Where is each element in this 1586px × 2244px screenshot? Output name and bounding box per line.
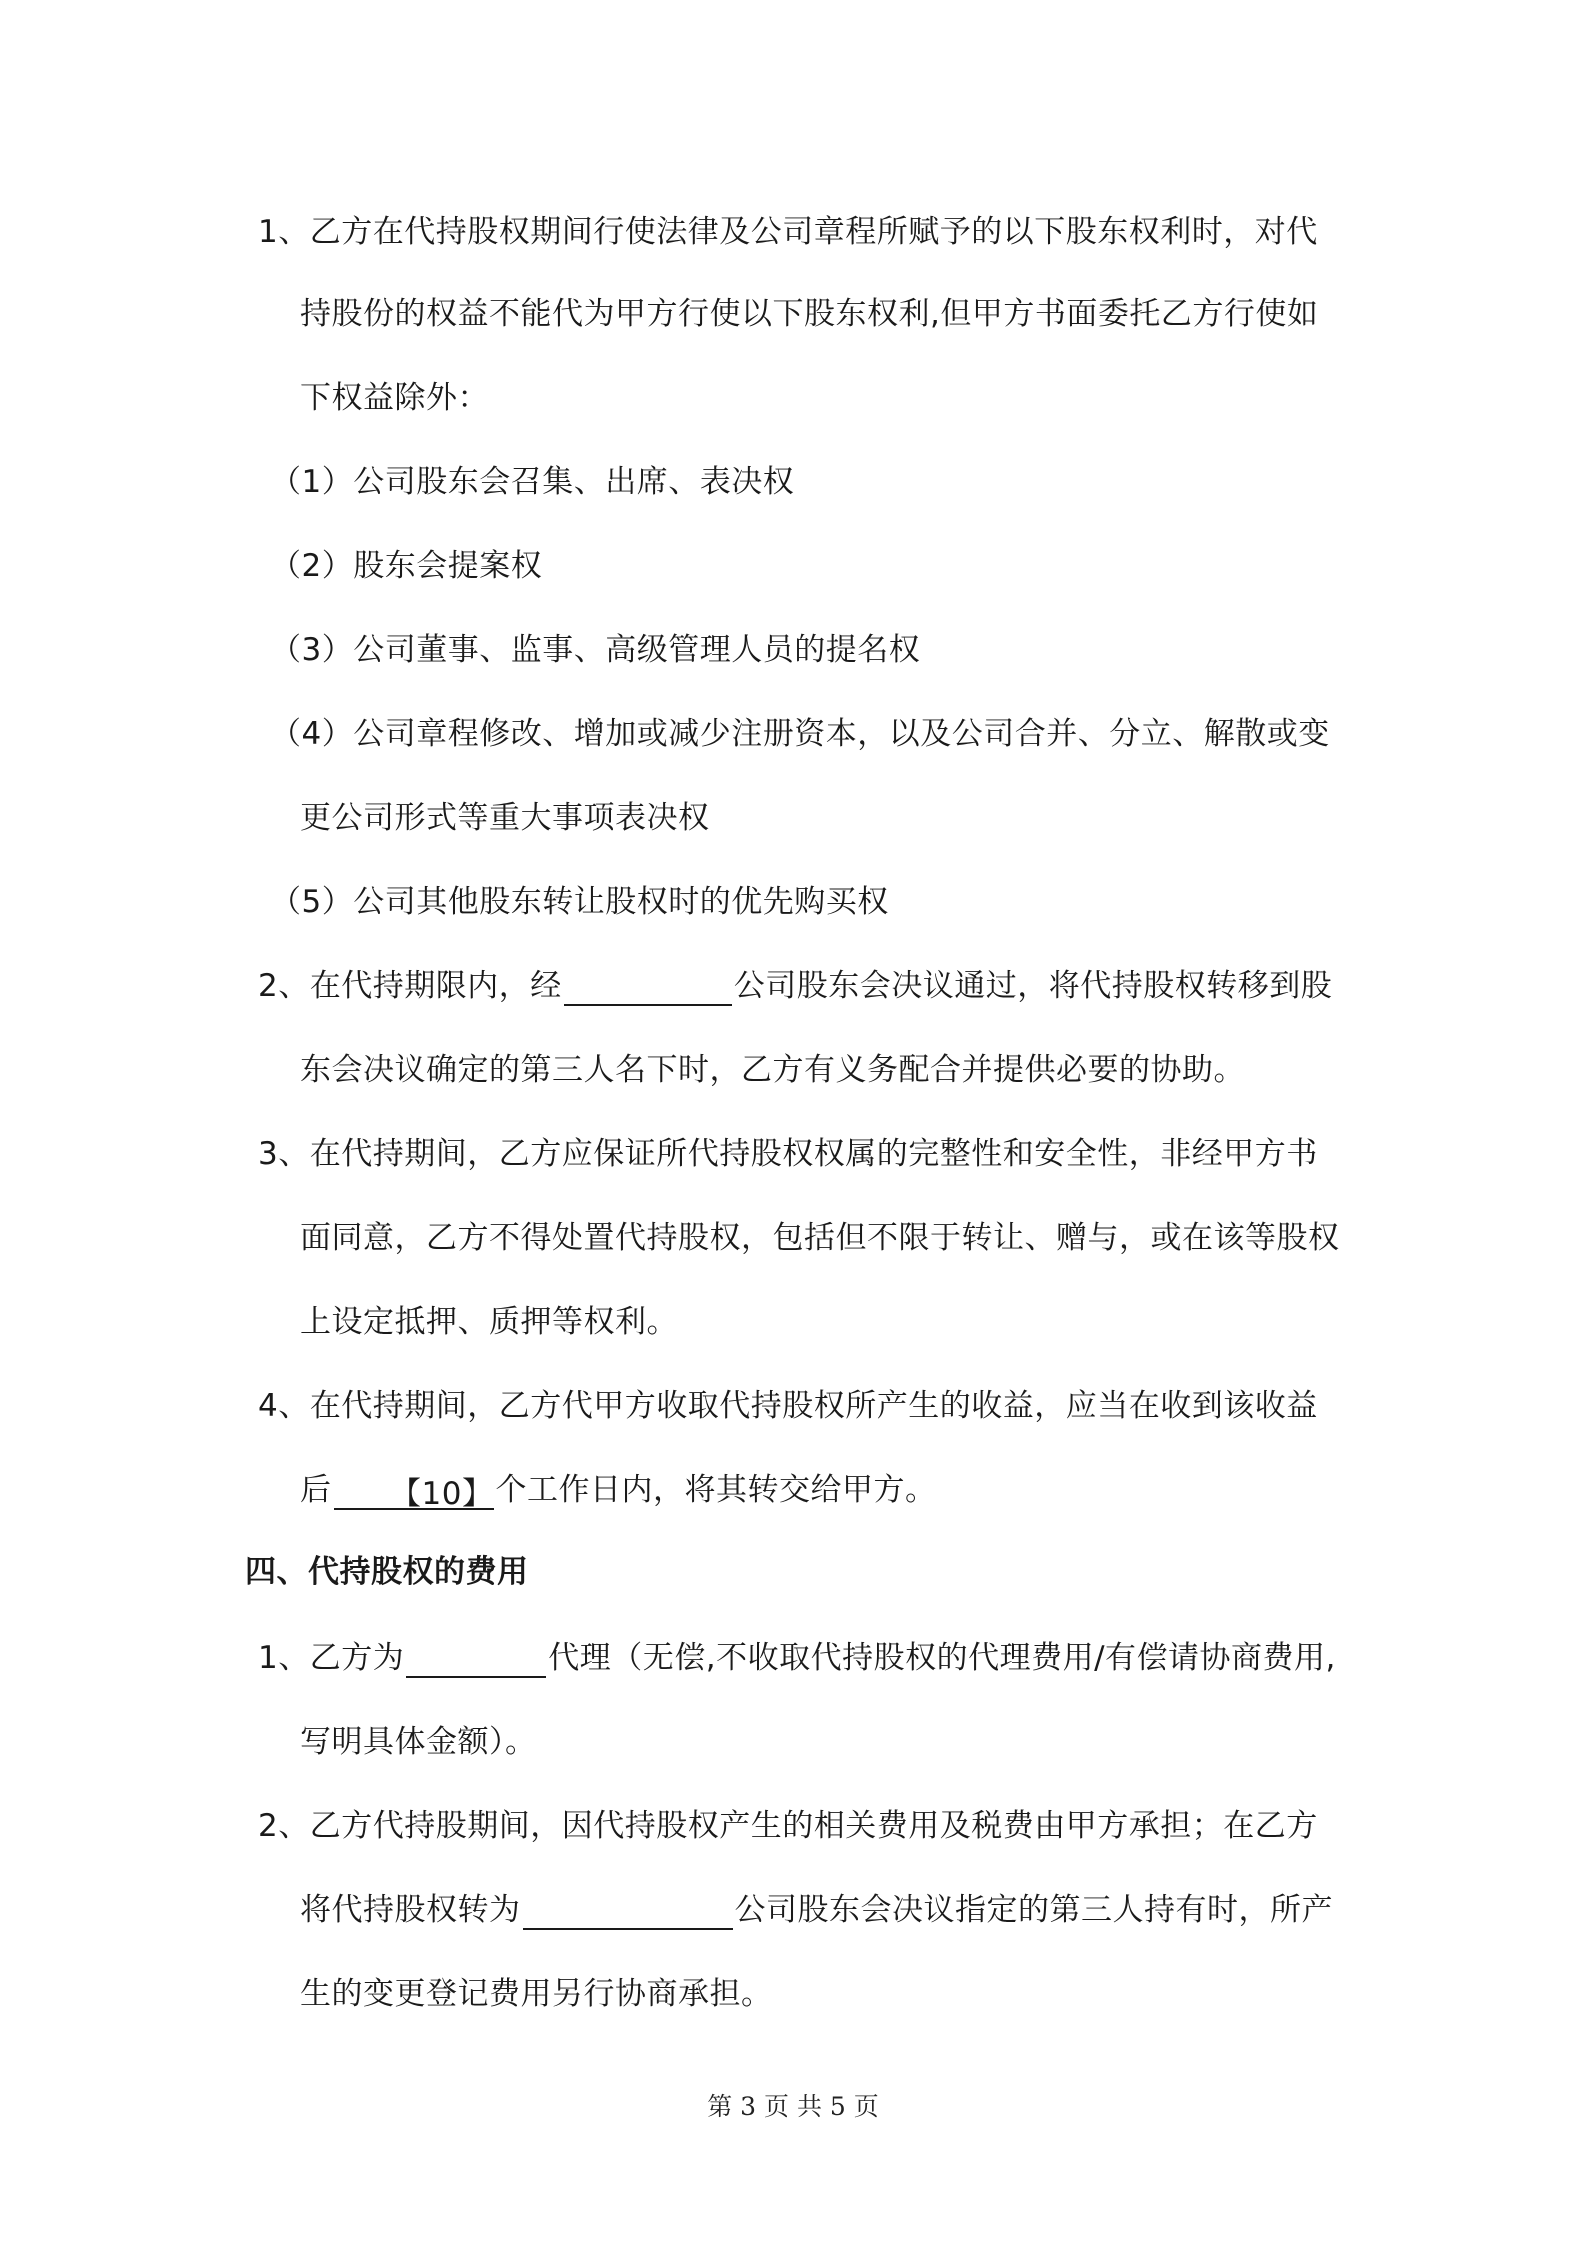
- sec4-para-2-line-1: 2、乙方代持股期间，因代持股权产生的相关费用及税费由甲方承担；在乙方: [258, 1808, 1318, 1844]
- para-2-text-after: 公司股东会决议通过，将代持股权转移到股: [733, 968, 1333, 1004]
- para-2-line-2: 东会决议确定的第三人名下时，乙方有义务配合并提供必要的协助。: [300, 1052, 1245, 1088]
- sec4-para-2-text-after: 公司股东会决议指定的第三人持有时，所产: [734, 1892, 1333, 1928]
- item-4-line-2: 更公司形式等重大事项表决权: [300, 800, 710, 836]
- para-4-text-after: 个工作日内，将其转交给甲方。: [495, 1472, 937, 1508]
- para-4-line-1: 4、在代持期间，乙方代甲方收取代持股权所产生的收益，应当在收到该收益: [258, 1388, 1318, 1424]
- sec4-para-1-line-1: [258, 1638, 1336, 1678]
- para-3-line-1: 3、在代持期间，乙方应保证所代持股权权属的完整性和安全性，非经甲方书: [258, 1136, 1318, 1172]
- page-number-footer: 第 3 页 共 5 页: [707, 2092, 879, 2121]
- para-1-line-3: 下权益除外：: [300, 380, 489, 416]
- sec4-para-2-line-2: [300, 1890, 1333, 1930]
- para-4-text-before: 后: [300, 1472, 332, 1508]
- working-days-value: 【10】: [390, 1476, 494, 1512]
- sec4-para-1-text-before: 1、乙方为: [258, 1640, 405, 1676]
- item-3: （3）公司董事、监事、高级管理人员的提名权: [270, 632, 921, 668]
- para-2-text-before: 2、在代持期限内，经: [258, 968, 562, 1004]
- para-3-line-2: 面同意，乙方不得处置代持股权，包括但不限于转让、赠与，或在该等股权: [300, 1220, 1340, 1256]
- item-5: （5）公司其他股东转让股权时的优先购买权: [270, 884, 889, 920]
- company-name-blank[interactable]: [564, 970, 732, 1006]
- para-4-line-2: [300, 1470, 937, 1510]
- para-1-line-2: 持股份的权益不能代为甲方行使以下股东权利,但甲方书面委托乙方行使如: [300, 296, 1319, 332]
- sec4-para-1-line-2: 写明具体金额）。: [300, 1724, 537, 1760]
- sec4-para-1-text-after: 代理（无偿,不收取代持股权的代理费用/有偿请协商费用,: [548, 1640, 1336, 1676]
- working-days-blank[interactable]: [334, 1474, 494, 1510]
- agency-type-blank[interactable]: [406, 1642, 546, 1678]
- para-2-line-1: [258, 966, 1332, 1006]
- item-4-line-1: （4）公司章程修改、增加或减少注册资本，以及公司合并、分立、解散或变: [270, 716, 1330, 752]
- sec4-para-2-line-3: 生的变更登记费用另行协商承担。: [300, 1976, 773, 2012]
- para-3-line-3: 上设定抵押、质押等权利。: [300, 1304, 678, 1340]
- para-1-line-1: 1、乙方在代持股权期间行使法律及公司章程所赋予的以下股东权利时，对代: [258, 214, 1318, 250]
- section-4-heading: 四、代持股权的费用: [245, 1554, 529, 1590]
- item-2: （2）股东会提案权: [270, 548, 543, 584]
- sec4-para-2-text-before: 将代持股权转为: [300, 1892, 521, 1928]
- company-name-blank-2[interactable]: [523, 1894, 733, 1930]
- item-1: （1）公司股东会召集、出席、表决权: [270, 464, 795, 500]
